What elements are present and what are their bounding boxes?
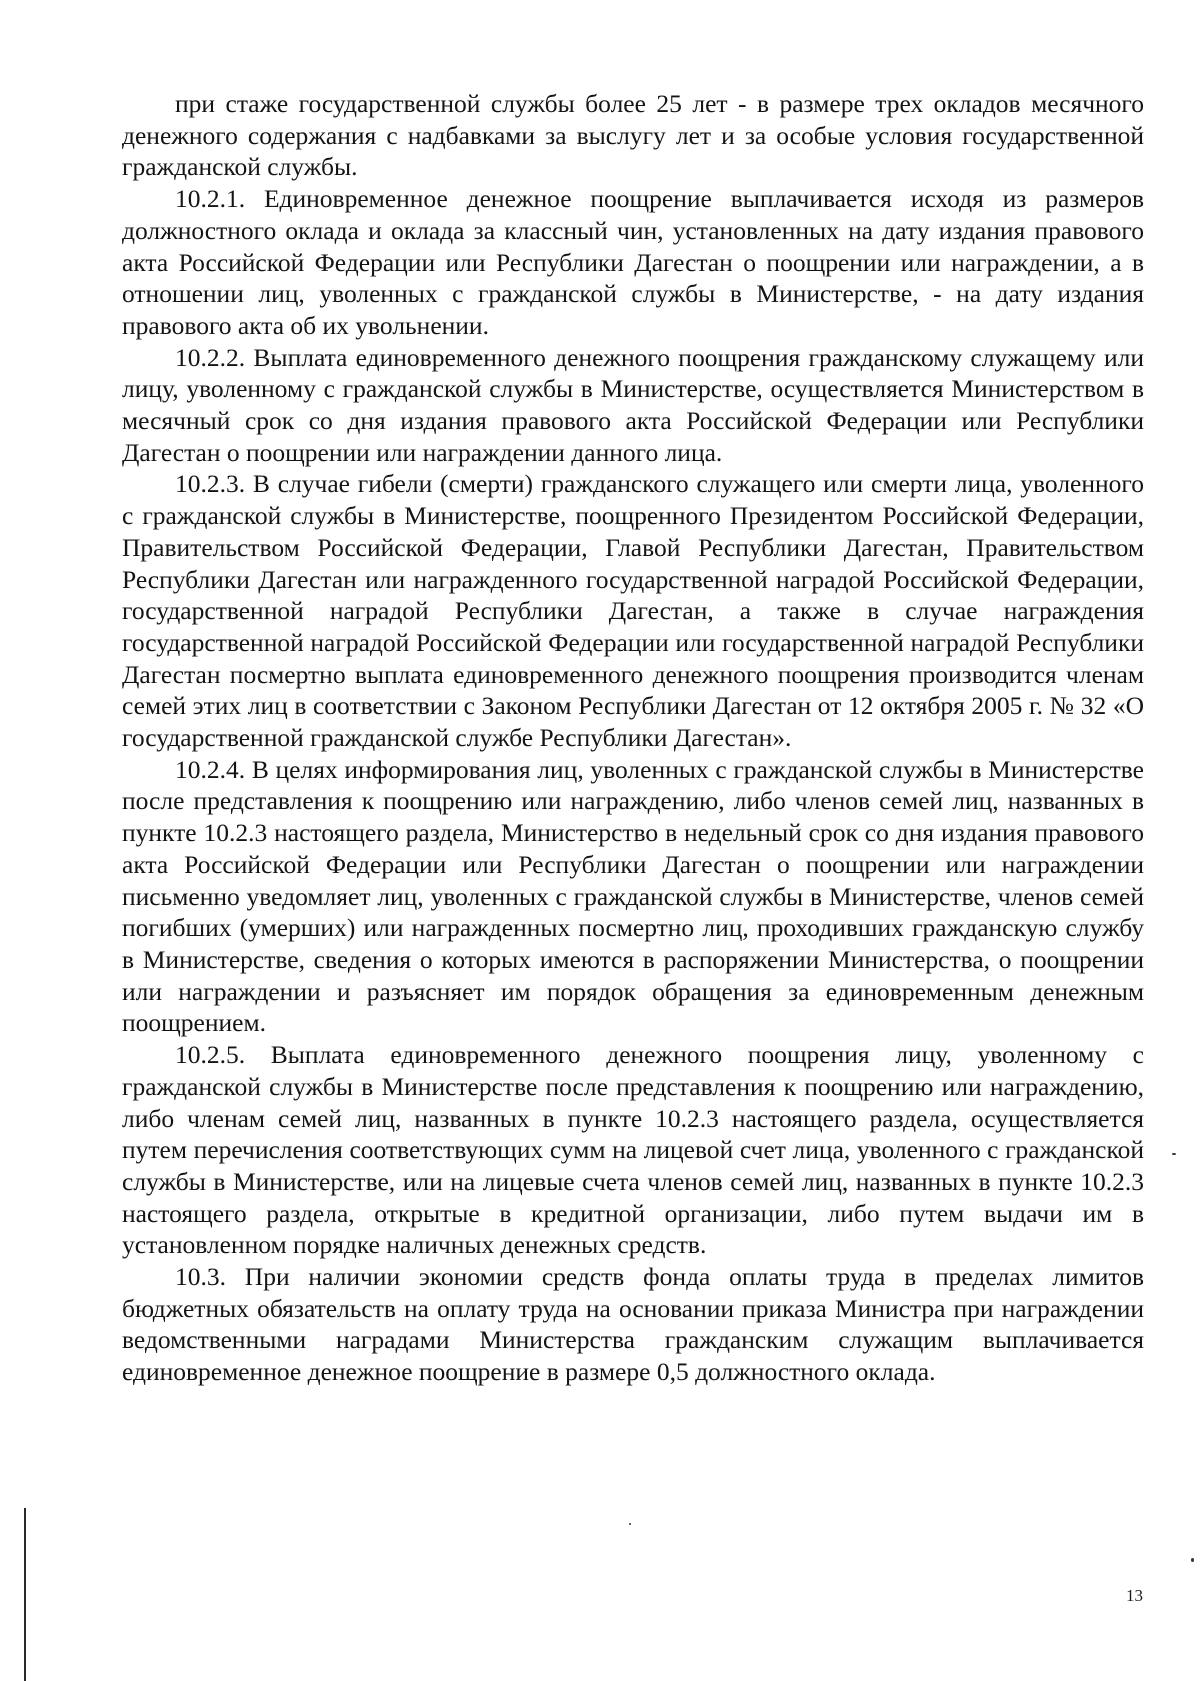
paragraph-10-2-4: 10.2.4. В целях информирования лиц, уволенных с гражданской службы в Министерстве после представления к поощрению или награждению, либо членов семей лиц, названных в пункте 10.2.3 настоящего раздела, Министерство в недельный срок со дня издания правового акта Российской Федерации или Республики Дагестан о поощрении или награждении письменно уведомляет лиц, уволенных с гражданской службы в Министерстве, членов семей погибших (умерших) или награжденных посмертно лиц, проходивших гражданскую службу в Министерстве, сведения о которых имеются в распоряжении Министерства, о поощрении или награждении и разъясняет им порядок обращения за единовременным денежным поощрением. (122, 754, 1144, 1038)
scan-edge-line (24, 1508, 26, 1681)
page-number: 13 (1126, 1586, 1143, 1605)
scan-speck (629, 1523, 631, 1525)
paragraph-10-3: 10.3. При наличии экономии средств фонда оплаты труда в пределах лимитов бюджетных обязательств на оплату труда на основании приказа Министра при награждении ведомственными наградами Министерства гражданским служащим выплачивается единовременное денежное поощрение в размере 0,5 должностного оклада. (122, 1262, 1144, 1387)
document-body (122, 88, 1144, 1388)
scan-speck (1172, 1153, 1176, 1155)
paragraph-10-2-5: 10.2.5. Выплата единовременного денежного поощрения лицу, уволенному с гражданской службы в Министерстве после представления к поощрению или награждению, либо членам семей лиц, названных в пункте 10.2.3 настоящего раздела, осуществляется путем перечисления соответствующих сумм на лицевой счет лица, уволенного с гражданской службы в Министерстве, или на лицевые счета членов семей лиц, названных в пункте 10.2.3 настоящего раздела, открытые в кредитной организации, либо путем выдачи им в установленном порядке наличных денежных средств. (122, 1040, 1144, 1260)
paragraph-10-2-1: 10.2.1. Единовременное денежное поощрение выплачивается исходя из размеров должностного оклада и оклада за классный чин, установленных на дату издания правового акта Российской Федерации или Республики Дагестан о поощрении или награждении, а в отношении лиц, уволенных с гражданской службы в Министерстве, - на дату издания правового акта об их увольнении. (122, 184, 1144, 340)
paragraph-intro: при стаже государственной службы более 25 лет - в размере трех окладов месячного денежного содержания с надбавками за выслугу лет и за особые условия государственной гражданской службы. (122, 89, 1144, 182)
paragraph-10-2-2: 10.2.2. Выплата единовременного денежного поощрения гражданскому служащему или лицу, уволенному с гражданской службы в Министерстве, осуществляется Министерством в месячный срок со дня издания правового акта Российской Федерации или Республики Дагестан о поощрении или награждении данного лица. (122, 342, 1144, 467)
scan-speck (1191, 1558, 1194, 1562)
paragraph-10-2-3: 10.2.3. В случае гибели (смерти) гражданского служащего или смерти лица, уволенного с гражданской службы в Министерстве, поощренного Президентом Российской Федерации, Правительством Российской Федерации, Главой Республики Дагестан, Правительством Республики Дагестан или награжденного государственной наградой Российской Федерации, государственной наградой Республики Дагестан, а также в случае награждения государственной наградой Российской Федерации или государственной наградой Республики Дагестан посмертно выплата единовременного денежного поощрения производится членам семей этих лиц в соответствии с Законом Республики Дагестан от 12 октября 2005 г. № 32 «О государственной гражданской службе Республики Дагестан». (122, 469, 1144, 753)
